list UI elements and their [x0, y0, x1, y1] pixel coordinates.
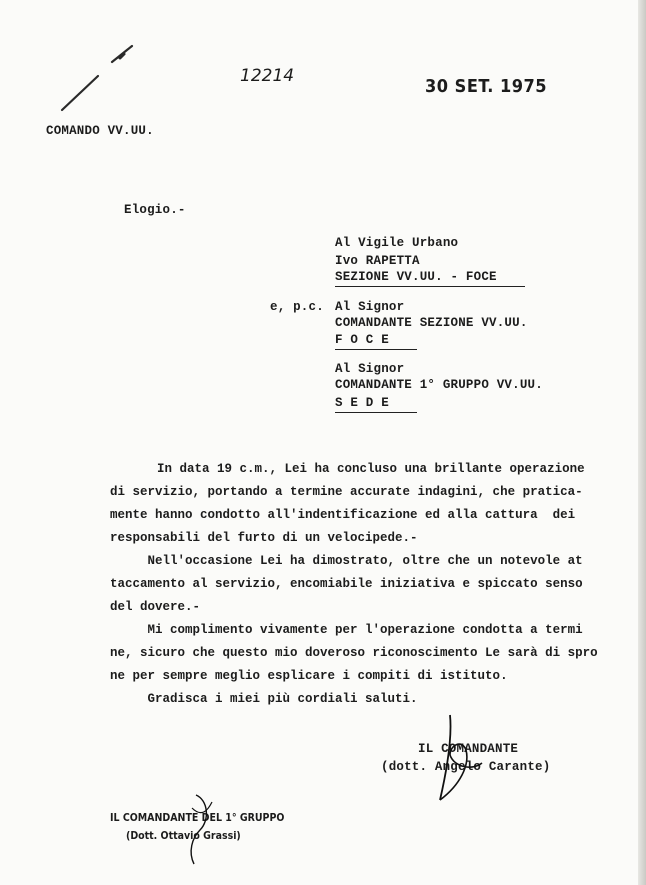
signature-title: IL COMANDANTE — [418, 742, 519, 756]
recipient-line: F O C E — [335, 333, 389, 347]
underline — [335, 349, 417, 350]
body-line: taccamento al servizio, encomiabile iniziativa e spiccato senso — [110, 577, 583, 591]
underline — [335, 286, 525, 287]
underline — [335, 412, 417, 413]
recipient-line: COMANDANTE 1° GRUPPO VV.UU. — [335, 378, 543, 392]
recipient-line: Ivo RAPETTA — [335, 254, 420, 268]
stamp-title: IL COMANDANTE DEL 1° GRUPPO — [110, 812, 285, 824]
body-line: mente hanno condotto all'indentificazione ed alla cattura dei — [110, 508, 576, 522]
body-line: ne per sempre meglio esplicare i compiti di istituto. — [110, 669, 508, 683]
protocol-number: 12214 — [240, 66, 295, 86]
signature-name: (dott. Angelo Carante) — [381, 760, 551, 774]
recipient-line: Al Signor — [335, 300, 405, 314]
recipient-line: Al Vigile Urbano — [335, 236, 459, 250]
page-edge-shadow — [638, 0, 646, 885]
body-line: Mi complimento vivamente per l'operazione condotta a termi — [110, 623, 583, 637]
body-line: In data 19 c.m., Lei ha concluso una brillante operazione — [157, 462, 585, 476]
recipient-line: S E D E — [335, 396, 389, 410]
stamp-signature — [178, 790, 228, 870]
subject: Elogio.- — [124, 203, 186, 217]
recipient-line: SEZIONE VV.UU. - FOCE — [335, 270, 497, 284]
body-line: Nell'occasione Lei ha dimostrato, oltre che un notevole at — [110, 554, 583, 568]
recipient-line: COMANDANTE SEZIONE VV.UU. — [335, 316, 528, 330]
body-line: Gradisca i miei più cordiali saluti. — [110, 692, 418, 706]
stamp-name: (Dott. Ottavio Grassi) — [126, 830, 241, 842]
body-line: ne, sicuro che questo mio doveroso riconoscimento Le sarà di spro — [110, 646, 598, 660]
date-stamp: 30 SET. 1975 — [425, 76, 548, 97]
office-heading: COMANDO VV.UU. — [46, 124, 154, 138]
handwritten-signature — [420, 705, 510, 815]
pen-stroke-mark — [50, 40, 150, 120]
body-line: del dovere.- — [110, 600, 201, 614]
body-line: responsabili del furto di un velocipede.- — [110, 531, 418, 545]
body-line: di servizio, portando a termine accurate indagini, che pratica- — [110, 485, 583, 499]
cc-prefix: e, p.c. — [270, 300, 324, 314]
recipient-line: Al Signor — [335, 362, 405, 376]
